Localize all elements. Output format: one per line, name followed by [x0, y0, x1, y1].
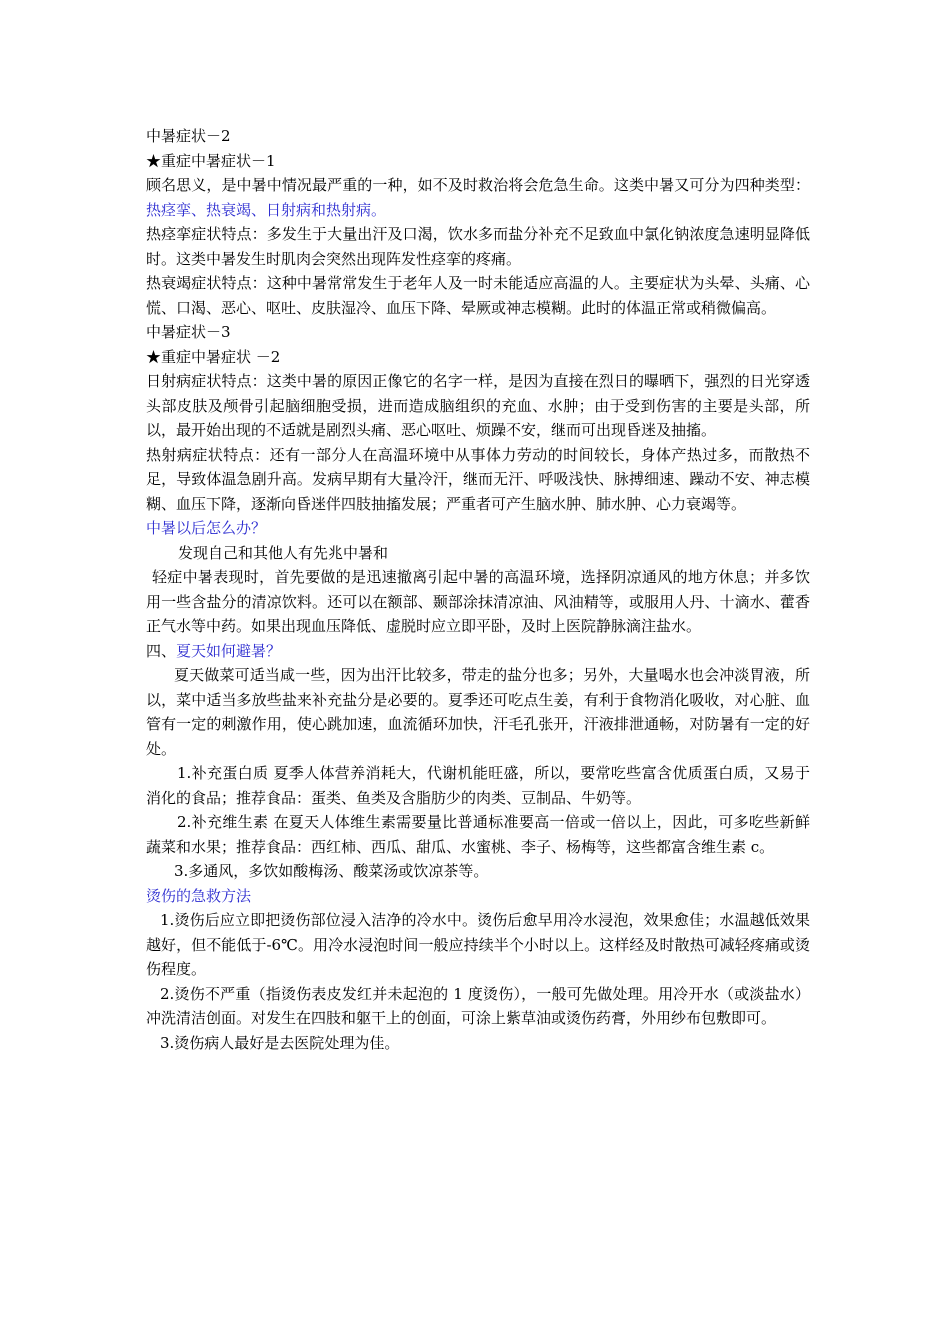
burn-item-1: 1.烫伤后应立即把烫伤部位浸入洁净的冷水中。烫伤后愈早用冷水浸泡，效果愈佳；水温越低效果越好，但不能低于-6℃。用冷水浸泡时间一般应持续半个小时以上。这样经及时散热可减轻疼痛或烫伤程度。	[146, 911, 810, 978]
summer-heading-line	[146, 639, 810, 664]
burn-item-2: 2.烫伤不严重（指烫伤表皮发红并未起泡的 1 度烫伤），一般可先做处理。用冷开水（或淡盐水）冲洗清洁创面。对发生在四肢和躯干上的创面，可涂上紫草油或烫伤药膏，外用纱布包敷即可。	[146, 984, 810, 1027]
types-link[interactable]: 热痉挛、热衰竭、日射病和热射病。	[146, 200, 387, 219]
burn-item-3: 3.烫伤病人最好是去医院处理为佳。	[160, 1033, 400, 1052]
summer-item-protein: 1.补充蛋白质 夏季人体营养消耗大，代谢机能旺盛，所以，要常吃些富含优质蛋白质，又易于消化的食品；推荐食品：蛋类、鱼类及含脂肪少的肉类、豆制品、牛奶等。	[146, 764, 810, 807]
intro-paragraph	[146, 173, 810, 222]
section-subtitle-severe-1: ★重症中暑症状－1	[146, 151, 276, 170]
burn-first-aid-heading[interactable]: 烫伤的急救方法	[146, 886, 252, 905]
section-title-symptoms-2: 中暑症状－2	[146, 127, 231, 145]
heatstroke-paragraph: 热射病症状特点：还有一部分人在高温环境中从事体力劳动的时间较长，身体产热过多，而散热不足，导致体温急剧升高。发病早期有大量冷汗，继而无汗、呼吸浅快、脉搏细速、躁动不安、神志模糊、血压下降，逐渐向昏迷伴四肢抽搐发展；严重者可产生脑水肿、肺水肿、心力衰竭等。	[146, 445, 810, 513]
heat-exhaustion-paragraph: 热衰竭症状特点：这种中暑常常发生于老年人及一时未能适应高温的人。主要症状为头晕、头痛、心慌、口渴、恶心、呕吐、皮肤湿冷、血压下降、晕厥或神志模糊。此时的体温正常或稍微偏高。	[146, 274, 810, 317]
after-heatstroke-p1: 发现自己和其他人有先兆中暑和	[178, 543, 389, 562]
after-heatstroke-p2: 轻症中暑表现时，首先要做的是迅速撤离引起中暑的高温环境，选择阴凉通风的地方休息；并多饮用一些含盐分的清凉饮料。还可以在额部、颞部涂抹清凉油、风油精等，或服用人丹、十滴水、藿香正气水等中药。如果出现血压降低、虚脱时应立即平卧，及时上医院静脉滴注盐水。	[146, 568, 810, 635]
heat-cramp-paragraph: 热痉挛症状特点：多发生于大量出汗及口渴，饮水多而盐分补充不足致血中氯化钠浓度急速明显降低时。这类中暑发生时肌肉会突然出现阵发性痉挛的疼痛。	[146, 225, 810, 268]
section-title-symptoms-3: 中暑症状－3	[146, 323, 231, 341]
summer-heading-prefix: 四、	[146, 641, 177, 660]
intro-text: 顾名思义，是中暑中情况最严重的一种，如不及时救治将会危急生命。这类中暑又可分为四种类型：	[146, 176, 810, 194]
section-subtitle-severe-2: ★重症中暑症状 －2	[146, 347, 281, 366]
sunstroke-paragraph: 日射病症状特点：这类中暑的原因正像它的名字一样，是因为直接在烈日的曝晒下，强烈的日光穿透头部皮肤及颅骨引起脑细胞受损，进而造成脑组织的充血、水肿；由于受到伤害的主要是头部，所以，最开始出现的不适就是剧烈头痛、恶心呕吐、烦躁不安，继而可出现昏迷及抽搐。	[146, 372, 810, 439]
after-heatstroke-heading[interactable]: 中暑以后怎么办？	[146, 519, 267, 537]
summer-item-ventilation: 3.多通风，多饮如酸梅汤、酸菜汤或饮凉茶等。	[174, 862, 489, 880]
summer-item-vitamin: 2.补充维生素 在夏天人体维生素需要量比普通标准要高一倍或一倍以上，因此，可多吃些新鲜蔬菜和水果；推荐食品：西红柿、西瓜、甜瓜、水蜜桃、李子、杨梅等，这些都富含维生素 c。	[146, 813, 810, 856]
summer-paragraph: 夏天做菜可适当咸一些，因为出汗比较多，带走的盐分也多；另外，大量喝水也会冲淡胃液，所以，菜中适当多放些盐来补充盐分是必要的。夏季还可吃点生姜，有利于食物消化吸收，对心脏、血管有一定的刺激作用，使心跳加速，血流循环加快，汗毛孔张开，汗液排泄通畅，对防暑有一定的好处。	[146, 666, 810, 758]
summer-heading-link[interactable]: 夏天如何避暑？	[176, 641, 282, 660]
document-body	[146, 124, 810, 1055]
